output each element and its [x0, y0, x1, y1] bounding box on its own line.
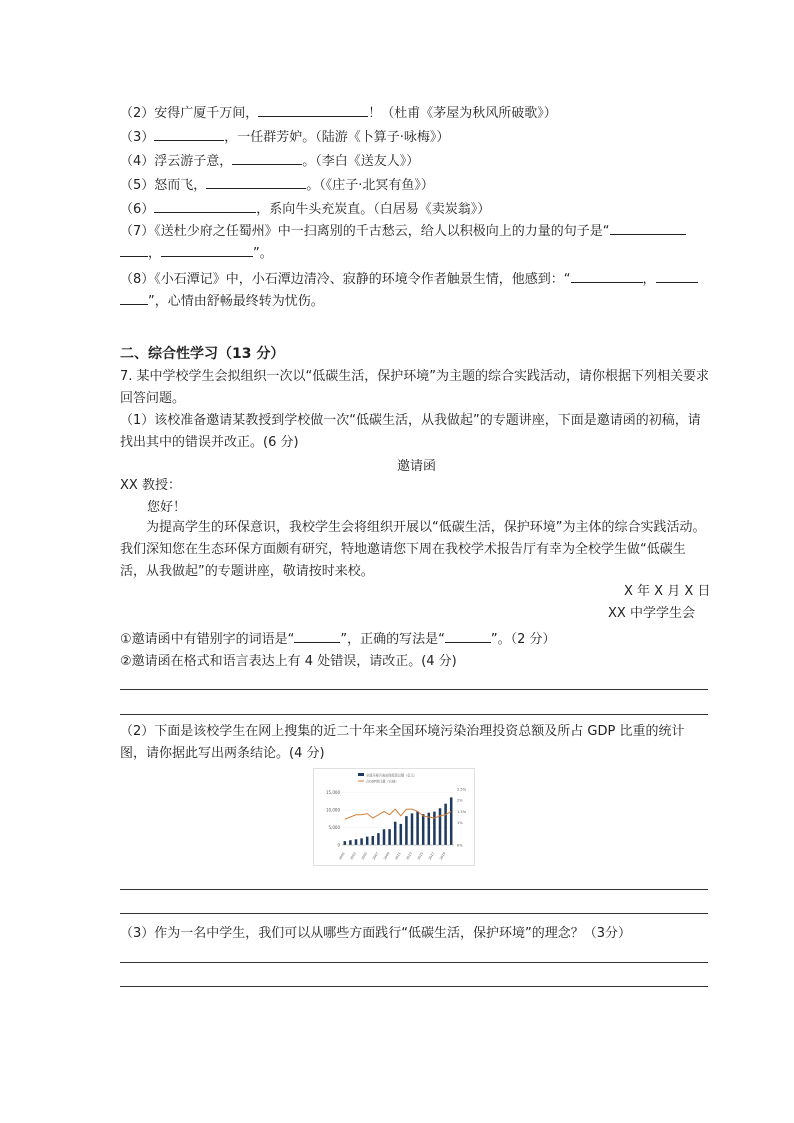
poetry-5-text-b: 。（《庄子·北冥有鱼》）	[306, 178, 434, 193]
poetry-3-text-a: （3）	[120, 130, 155, 145]
x-tick-label: 2005	[360, 851, 369, 861]
poetry-7-text-a: （7）《送杜少府之任蜀州》中一扫离别的千古愁云，给人以积极向上的力量的句子是“	[120, 224, 610, 239]
legend-swatch-bar	[358, 773, 364, 776]
poetry-2-text-b: ！（杜甫《茅屋为秋风所破歌》）	[368, 106, 557, 121]
question-7-2: （2）下面是该校学生在网上搜集的近二十年来全国环境污染治理投资总额及所占 GDP 比重的统计图，请你据此写出两条结论。(4 分)	[120, 724, 685, 761]
bar-2010	[394, 822, 397, 845]
bar-2017	[433, 812, 436, 845]
y-tick-label: 10,000	[326, 807, 340, 813]
answer-line[interactable]	[120, 986, 708, 987]
sub1-text-c: ”。（2 分）	[490, 632, 556, 647]
poetry-line-2	[120, 103, 557, 123]
bar-2001	[344, 841, 347, 845]
answer-blank[interactable]	[154, 199, 256, 213]
bar-2018	[439, 808, 442, 845]
answer-blank[interactable]	[120, 243, 148, 257]
bar-2006	[372, 836, 375, 845]
y2-tick-label: 1%	[457, 821, 463, 826]
letter-salutation: XX 教授：	[120, 478, 181, 493]
letter-body: 为提高学生的环保意识，我校学生会将组织开展以“低碳生活，保护环境”为主体的综合实践活动。我们深知您在生态环保方面颇有研究，特地邀请您下周在我校学术报告厅有幸为全校学生做“低碳生活，从我做起”的专题讲座，敬请按时来校。	[120, 520, 706, 579]
poetry-8-text-b: ，	[642, 272, 656, 287]
x-tick-label: 2017	[427, 851, 436, 861]
poetry-line-6	[120, 199, 490, 219]
answer-blank[interactable]	[120, 291, 148, 305]
x-tick-label: 2011	[394, 851, 402, 861]
sub-question-2: ②邀请函在格式和语言表达上有 4 处错误，请改正。(4 分)	[120, 654, 457, 669]
poetry-line-4	[120, 151, 419, 171]
bar-2015	[422, 814, 425, 845]
poetry-line-8	[120, 269, 710, 313]
bar-2004	[360, 838, 363, 845]
poetry-8-text-a: （8）《小石潭记》中，小石潭边清冷、寂静的环境令作者触景生情，他感到：“	[120, 272, 571, 287]
bar-2013	[411, 813, 414, 845]
y2-tick-label: 2.5%	[457, 787, 467, 792]
poetry-2-text-a: （2）安得广厦千万间，	[120, 106, 259, 121]
legend-label-bar: 全国环境污染治理投资总额（亿元）	[366, 773, 417, 778]
legend-label-line: 占GDP的比重（右轴）	[366, 779, 399, 784]
bar-2002	[349, 840, 352, 845]
poetry-7-text-b: ，	[148, 246, 162, 261]
x-tick-label: 2015	[416, 851, 425, 861]
sub-question-1	[120, 629, 556, 649]
poetry-3-text-b: ，一任群芳妒。（陆游《卜算子·咏梅》）	[224, 130, 450, 145]
answer-line[interactable]	[120, 714, 708, 715]
y-tick-label: 0	[337, 842, 340, 848]
bar-2005	[366, 837, 369, 845]
answer-blank[interactable]	[258, 103, 368, 117]
answer-line[interactable]	[120, 913, 708, 914]
poetry-line-5	[120, 175, 434, 195]
letter-greeting: 您好！	[147, 500, 187, 515]
y-tick-label: 5,000	[328, 825, 340, 830]
bar-2012	[405, 816, 408, 845]
x-tick-label: 2013	[405, 851, 413, 861]
letter-title: 邀请函	[397, 459, 437, 474]
poetry-4-text-b: 。（李白《送友人》）	[302, 154, 420, 169]
y2-tick-label: 2%	[457, 798, 463, 803]
poetry-6-text-b: ，系向牛头充炭直。（白居易《卖炭翁》）	[256, 202, 491, 217]
x-tick-label: 2009	[382, 851, 391, 861]
answer-line[interactable]	[120, 689, 708, 690]
poetry-6-text-a: （6）	[120, 202, 155, 217]
bar-2008	[383, 829, 386, 845]
investment-chart	[313, 768, 475, 866]
answer-line[interactable]	[120, 962, 708, 963]
answer-blank[interactable]	[294, 629, 340, 643]
poetry-8-text-c: ”，心情由舒畅最终转为忧伤。	[148, 294, 324, 309]
sub1-text-b: ”，正确的写法是“	[340, 632, 445, 647]
x-tick-label: 2001	[338, 851, 346, 861]
poetry-4-text-a: （4）浮云游子意，	[120, 154, 233, 169]
answer-blank[interactable]	[232, 151, 302, 165]
letter-signer: XX 中学学生会	[608, 606, 695, 621]
question-7-1: （1）该校准备邀请某教授到学校做一次“低碳生活，从我做起”的专题讲座，下面是邀请函的初稿，请找出其中的错误并改正。(6 分)	[120, 413, 701, 450]
x-tick-label: 2003	[349, 851, 357, 861]
answer-line[interactable]	[120, 889, 708, 890]
sub1-text-a: ①邀请函中有错别字的词语是“	[120, 632, 295, 647]
poetry-line-3	[120, 127, 449, 147]
answer-blank[interactable]	[206, 175, 306, 189]
bar-2014	[416, 811, 419, 845]
poetry-7-text-c: ”。	[253, 246, 273, 261]
question-7-3: （3）作为一名中学生，我们可以从哪些方面践行“低碳生活，保护环境”的理念？（3分）	[120, 926, 632, 941]
x-tick-label: 2007	[371, 851, 380, 861]
chart-svg	[314, 769, 474, 865]
poetry-line-7	[120, 221, 710, 265]
bar-2003	[355, 839, 358, 845]
y-tick-label: 15,000	[326, 790, 340, 795]
letter-date: X 年 X 月 X 日	[624, 584, 711, 599]
poetry-5-text-a: （5）怒而飞，	[120, 178, 207, 193]
answer-blank[interactable]	[610, 221, 686, 235]
bar-2009	[388, 829, 391, 845]
y2-tick-label: 0%	[457, 843, 463, 848]
answer-blank[interactable]	[571, 269, 643, 283]
x-tick-label: 2019	[438, 851, 447, 861]
answer-blank[interactable]	[656, 269, 698, 283]
bar-2019	[444, 804, 447, 845]
answer-blank[interactable]	[161, 243, 253, 257]
bar-2007	[377, 833, 380, 845]
answer-blank[interactable]	[154, 127, 224, 141]
y2-tick-label: 1.5%	[457, 809, 467, 814]
section-heading: 二、综合性学习（13 分）	[120, 346, 285, 362]
question-7-intro: 7. 某中学校学生会拟组织一次以“低碳生活，保护环境”为主题的综合实践活动，请你根据下列相关要求回答问题。	[120, 369, 710, 406]
bar-2020	[450, 797, 453, 845]
bar-2011	[400, 824, 403, 845]
answer-blank[interactable]	[445, 629, 491, 643]
